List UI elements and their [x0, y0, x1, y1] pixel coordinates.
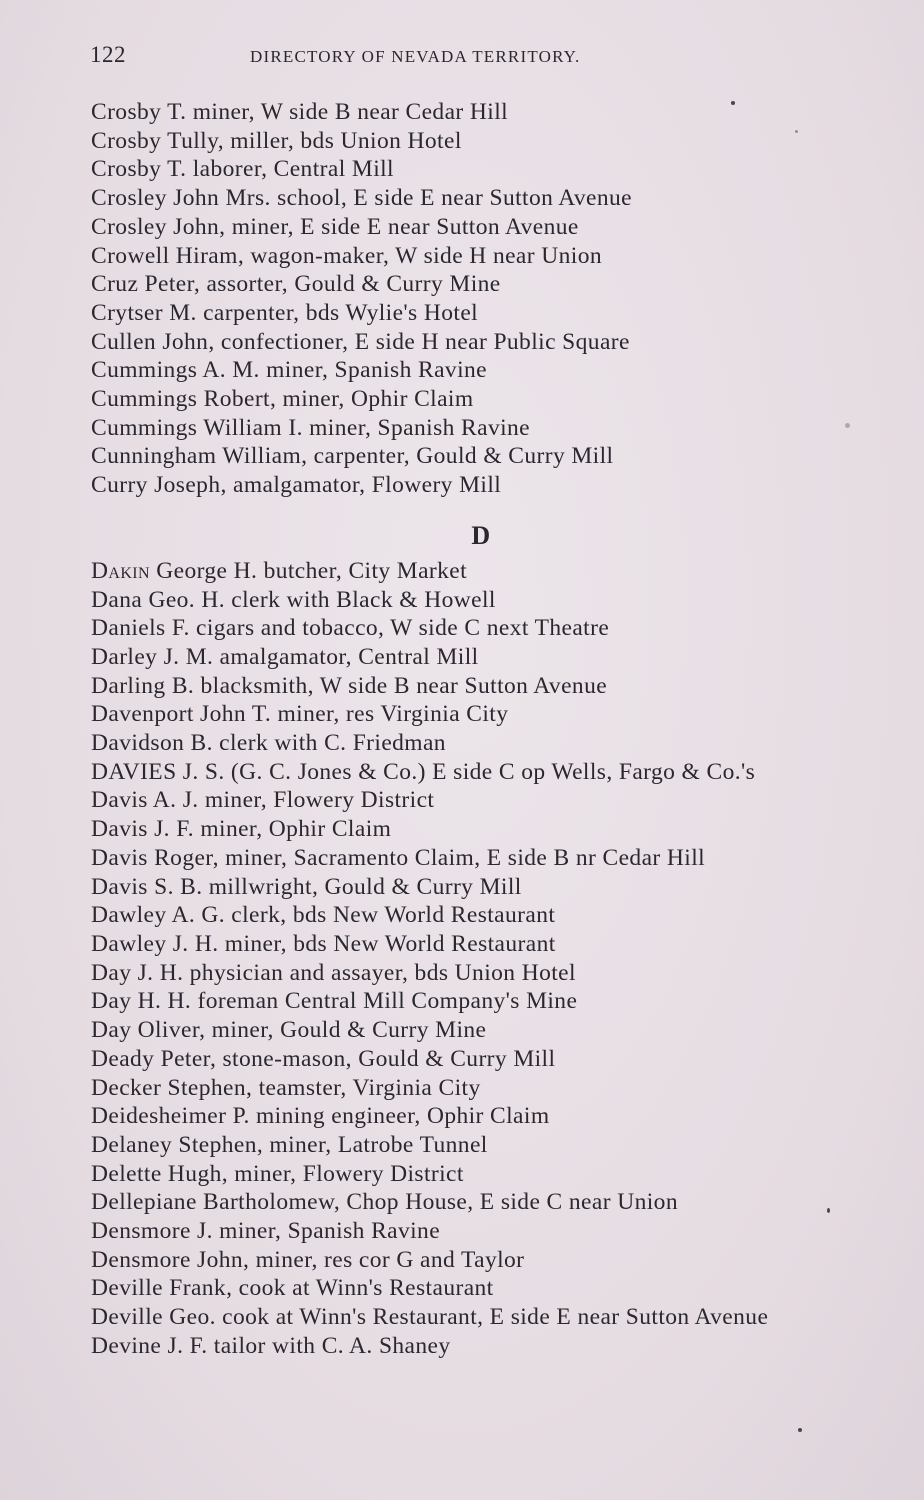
- directory-entry: Cummings Robert, miner, Ophir Claim: [91, 386, 474, 413]
- print-speck: [845, 423, 850, 428]
- directory-entry: Deady Peter, stone-mason, Gould & Curry Mill: [91, 1045, 556, 1072]
- directory-entry: Cullen John, confectioner, E side H near Public Square: [91, 328, 630, 355]
- directory-entry: [91, 557, 881, 586]
- running-title: DIRECTORY OF NEVADA TERRITORY.: [250, 47, 581, 66]
- directory-entry: Crosby Tully, miller, bds Union Hotel: [91, 127, 462, 154]
- directory-entries: [91, 98, 881, 1361]
- directory-entry: Day Oliver, miner, Gould & Curry Mine: [91, 1017, 487, 1044]
- directory-entry: Dawley A. G. clerk, bds New World Restaurant: [91, 902, 556, 929]
- directory-entry: Cunningham William, carpenter, Gould & Curry Mill: [91, 443, 614, 470]
- directory-entry: Dellepiane Bartholomew, Chop House, E side C near Union: [91, 1189, 678, 1216]
- directory-entry: Day H. H. foreman Central Mill Company's Mine: [91, 988, 578, 1015]
- directory-entry: Deidesheimer P. mining engineer, Ophir Claim: [91, 1103, 550, 1130]
- print-speck: [798, 1428, 802, 1432]
- directory-entry: DAVIES J. S. (G. C. Jones & Co.) E side C op Wells, Fargo & Co.'s: [91, 758, 756, 785]
- directory-entry: Darling B. blacksmith, W side B near Sutton Avenue: [91, 672, 608, 699]
- entry-surname-smallcaps: Dakin: [91, 557, 150, 584]
- directory-entry: Curry Joseph, amalgamator, Flowery Mill: [91, 472, 502, 499]
- directory-entry: Cummings A. M. miner, Spanish Ravine: [91, 357, 487, 384]
- directory-entry: Densmore John, miner, res cor G and Taylor: [91, 1246, 525, 1273]
- directory-entry: Darley J. M. amalgamator, Central Mill: [91, 643, 479, 670]
- directory-entry: Dana Geo. H. clerk with Black & Howell: [91, 586, 496, 613]
- directory-entry: Davidson B. clerk with C. Friedman: [91, 730, 446, 757]
- directory-entry: Densmore J. miner, Spanish Ravine: [91, 1218, 441, 1245]
- directory-entry: Cruz Peter, assorter, Gould & Curry Mine: [91, 271, 501, 298]
- section-letter-d: D: [471, 520, 491, 550]
- directory-entry: Delette Hugh, miner, Flowery District: [91, 1160, 464, 1187]
- directory-entry: Devine J. F. tailor with C. A. Shaney: [91, 1332, 451, 1359]
- directory-entry: Daniels F. cigars and tobacco, W side C next Theatre: [91, 615, 610, 642]
- directory-entry: Davis Roger, miner, Sacramento Claim, E side B nr Cedar Hill: [91, 844, 706, 871]
- directory-entry: Crytser M. carpenter, bds Wylie's Hotel: [91, 299, 479, 326]
- directory-entry: Dawley J. H. miner, bds New World Restaurant: [91, 930, 556, 957]
- entries-d-list: [91, 586, 881, 1361]
- entry-details: George H. butcher, City Market: [149, 557, 468, 584]
- directory-entry: Deville Frank, cook at Winn's Restaurant: [91, 1275, 494, 1302]
- page-number: 122: [90, 42, 126, 67]
- directory-entry: Crosley John, miner, E side E near Sutton Avenue: [91, 213, 579, 240]
- directory-entry: Cummings William I. miner, Spanish Ravine: [91, 414, 531, 441]
- directory-entry: Davenport John T. miner, res Virginia City: [91, 701, 509, 728]
- print-speck: [731, 101, 735, 105]
- directory-entry: Davis A. J. miner, Flowery District: [91, 787, 435, 814]
- directory-entry: Day J. H. physician and assayer, bds Union Hotel: [91, 959, 576, 986]
- directory-entry: Davis J. F. miner, Ophir Claim: [91, 816, 392, 843]
- directory-entry: Decker Stephen, teamster, Virginia City: [91, 1074, 481, 1101]
- print-speck: [827, 1208, 830, 1213]
- directory-entry: Delaney Stephen, miner, Latrobe Tunnel: [91, 1131, 488, 1158]
- directory-entry: Crowell Hiram, wagon-maker, W side H near Union: [91, 242, 603, 269]
- directory-entry: Crosley John Mrs. school, E side E near Sutton Avenue: [91, 185, 632, 212]
- directory-entry: Crosby T. miner, W side B near Cedar Hill: [91, 99, 509, 125]
- print-speck: [795, 130, 798, 133]
- directory-entry: Davis S. B. millwright, Gould & Curry Mill: [91, 873, 522, 900]
- page-header: [90, 42, 860, 74]
- entries-c-list: [91, 98, 881, 500]
- directory-entry: Crosby T. laborer, Central Mill: [91, 156, 394, 183]
- directory-entry: Deville Geo. cook at Winn's Restaurant, E side E near Sutton Avenue: [91, 1304, 769, 1331]
